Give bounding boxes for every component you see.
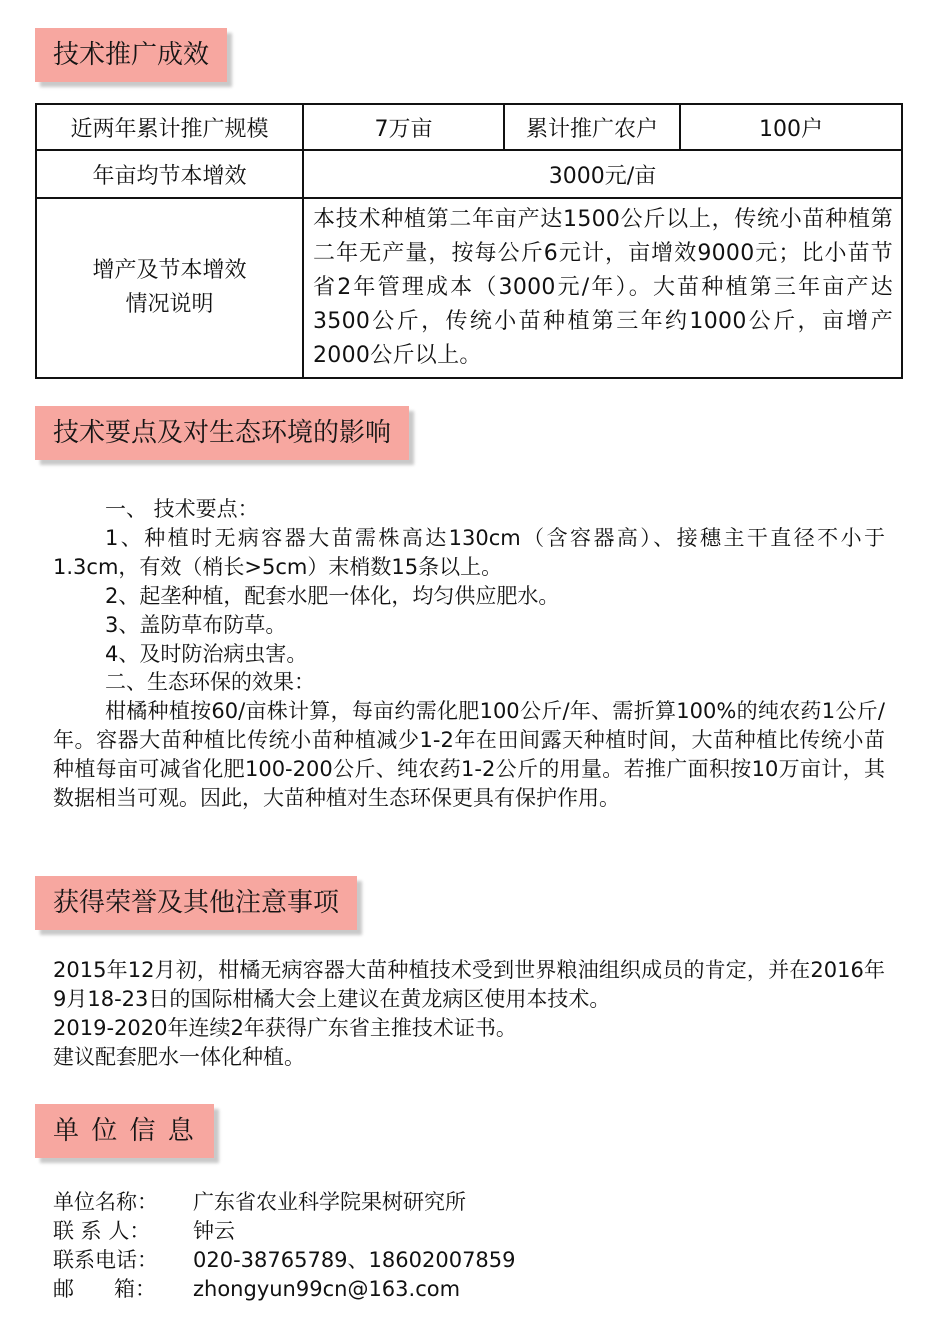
- table-row: [36, 198, 902, 378]
- section-heading-technical-points: 技术要点及对生态环境的影响: [35, 406, 409, 460]
- phone-row: [53, 1246, 516, 1275]
- contact-label: 联 系 人：: [53, 1219, 151, 1243]
- table-cell-label: 近两年累计推广规模: [36, 104, 303, 150]
- unit-name-label: 单位名称：: [53, 1190, 158, 1214]
- unit-name-row: [53, 1188, 516, 1217]
- label-line: 增产及节本增效: [92, 258, 247, 283]
- contact-value: 钟云: [193, 1219, 235, 1243]
- table-cell-value: 100户: [680, 104, 902, 150]
- table-cell-description: 本技术种植第二年亩产达1500公斤以上，传统小苗种植第二年无产量，按每公斤6元计，亩增效9000元；比小苗节省2年管理成本（3000元/年）。大苗种植第三年亩产达3500公斤，传统小苗种植第三年约1000公斤，亩增产2000公斤以上。: [303, 198, 902, 378]
- table-cell-value: 3000元/亩: [303, 150, 902, 198]
- table-row: [36, 150, 902, 198]
- unit-name-value: 广东省农业科学院果树研究所: [193, 1190, 466, 1214]
- tech-heading-1: 一、 技术要点：: [105, 497, 259, 521]
- table-cell-label: [36, 198, 303, 378]
- honor-paragraph-2: 2019-2020年连续2年获得广东省主推技术证书。: [53, 1016, 517, 1040]
- email-value: zhongyun99cn@163.com: [193, 1277, 461, 1301]
- email-row: [53, 1275, 516, 1304]
- promotion-results-table: [35, 103, 903, 379]
- email-label: 邮 箱：: [53, 1277, 157, 1301]
- table-cell-label: 年亩均节本增效: [36, 150, 303, 198]
- eco-effect-paragraph: 柑橘种植按60/亩株计算，每亩约需化肥100公斤/年、需折算100%的纯农药1公斤/年。容器大苗种植比传统小苗种植减少1-2年在田间露天种植时间，大苗种植比传统小苗种植每亩可减省化肥100-200公斤、纯农药1-2公斤的用量。若推广面积按10万亩计，其数据相当可观。因此，大苗种植对生态环保更具有保护作用。: [53, 699, 885, 810]
- phone-value: 020-38765789、18602007859: [193, 1248, 516, 1272]
- section-heading-promotion-results: 技术推广成效: [35, 28, 227, 82]
- phone-label: 联系电话：: [53, 1248, 158, 1272]
- tech-point-2: 2、起垄种植，配套水肥一体化，均匀供应肥水。: [105, 584, 560, 608]
- tech-point-1: 1、种植时无病容器大苗需株高达130cm（含容器高）、接穗主干直径不小于1.3cm，有效（梢长>5cm）末梢数15条以上。: [53, 526, 885, 579]
- table-cell-value: 7万亩: [303, 104, 504, 150]
- tech-heading-2: 二、生态环保的效果：: [105, 670, 315, 694]
- table-row: [36, 104, 902, 150]
- contact-row: [53, 1217, 516, 1246]
- honor-paragraph-3: 建议配套肥水一体化种植。: [53, 1045, 305, 1069]
- honor-paragraph-1: 2015年12月初，柑橘无病容器大苗种植技术受到世界粮油组织成员的肯定，并在2016年9月18-23日的国际柑橘大会上建议在黄龙病区使用本技术。: [53, 958, 885, 1011]
- tech-point-4: 4、及时防治病虫害。: [105, 642, 308, 666]
- unit-info-block: [53, 1188, 516, 1304]
- section-heading-unit-info: 单 位 信 息: [35, 1104, 214, 1158]
- label-line: 情况说明: [125, 292, 214, 317]
- table-cell-label: 累计推广农户: [504, 104, 680, 150]
- tech-point-3: 3、盖防草布防草。: [105, 613, 287, 637]
- section-heading-honors: 获得荣誉及其他注意事项: [35, 876, 357, 930]
